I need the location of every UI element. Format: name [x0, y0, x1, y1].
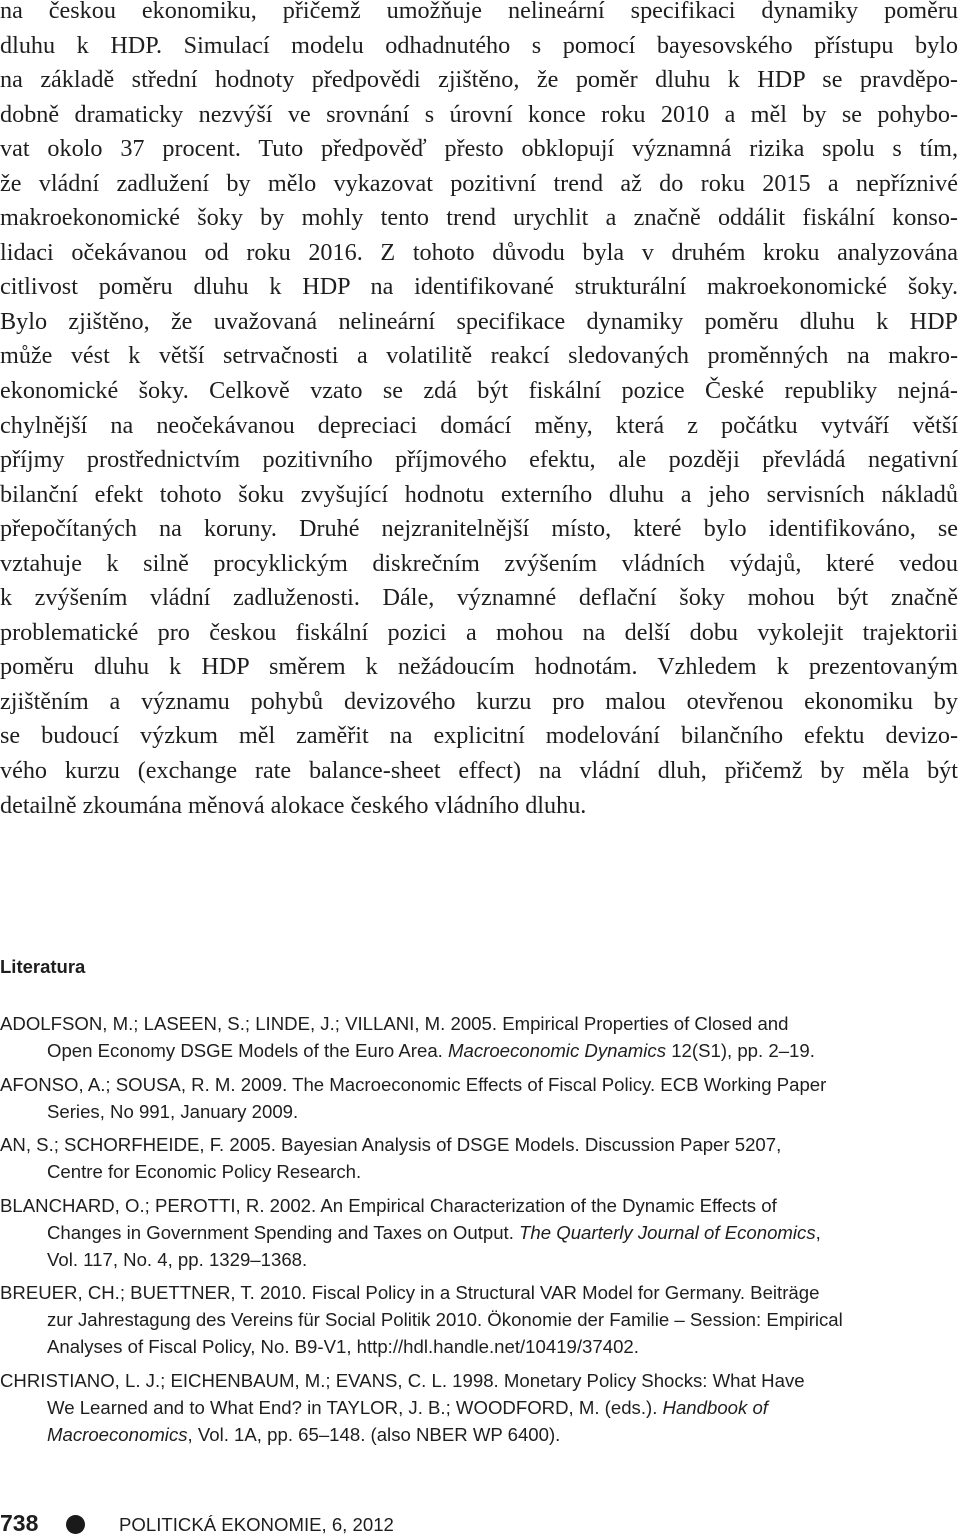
reference-line — [0, 1071, 958, 1098]
reference-text: Analyses of Fiscal Policy, No. B9-V1, http://hdl.handle.net/10419/37402. — [47, 1336, 639, 1357]
reference-source-title: Macroeconomics — [47, 1423, 188, 1445]
reference-text: Vol. 117, No. 4, pp. 1329–1368. — [47, 1248, 308, 1270]
body-line: ekonomické šoky. Celkově vzato se zdá být fiskální pozice České republiky nejná- — [0, 377, 958, 405]
body-line: dluhu k HDP. Simulací modelu odhadnutého s pomocí bayesovského přístupu bylo — [0, 31, 958, 59]
reference-item — [0, 1071, 958, 1125]
body-line: na základě střední hodnoty předpovědi zjištěno, že poměr dluhu k HDP se pravděpo- — [0, 66, 958, 94]
reference-source-title: Macroeconomic Dynamics — [448, 1040, 667, 1061]
body-line: se budoucí výzkum měl zaměřit na explicitní modelování bilančního efektu devizo- — [0, 722, 958, 750]
body-line: vého kurzu (exchange rate balance-sheet effect) na vládní dluh, přičemž by měla být — [0, 757, 958, 785]
body-line: že vládní zadlužení by mělo vykazovat pozitivní trend až do roku 2015 a nepříznivé — [0, 169, 958, 197]
reference-line — [0, 1367, 958, 1394]
body-line: makroekonomické šoky by mohly tento trend urychlit a značně oddálit fiskální konso- — [0, 204, 958, 232]
reference-item — [0, 1367, 958, 1448]
reference-item — [0, 1010, 958, 1064]
reference-text: , — [815, 1221, 821, 1243]
body-line: chylnější na neočekávanou depreciaci domácí měny, která z počátku vytváří větší — [0, 411, 958, 439]
reference-text: BLANCHARD, O.; PEROTTI, R. 2002. An Empirical Characterization of the Dynamic Effects of — [0, 1194, 777, 1216]
reference-text: CHRISTIANO, L. J.; EICHENBAUM, M.; EVANS, C. L. 1998. Monetary Policy Shocks: What Have — [0, 1369, 805, 1391]
reference-text: zur Jahrestagung des Vereins für Social Politik 2010. Ökonomie der Familie – Session: Empirical — [47, 1309, 843, 1330]
journal-name: POLITICKÁ EKONOMIE, 6, 2012 — [119, 1514, 394, 1535]
body-line: poměru dluhu k HDP směrem k nežádoucím hodnotám. Vzhledem k prezentovaným — [0, 653, 958, 681]
reference-line — [0, 1010, 958, 1037]
reference-line — [47, 1037, 958, 1064]
body-line: k zvýšením vládní zadluženosti. Dále, významné deflační šoky mohou být značně — [0, 584, 958, 612]
reference-text: Open Economy DSGE Models of the Euro Area. — [47, 1040, 448, 1061]
reference-item — [0, 1192, 958, 1273]
reference-text: We Learned and to What End? in TAYLOR, J. B.; WOODFORD, M. (eds.). — [47, 1396, 663, 1418]
body-line: vztahuje k silně procyklickým diskrečním zvýšením vládních výdajů, které vedou — [0, 549, 958, 577]
reference-line — [47, 1306, 958, 1333]
dot-icon — [66, 1515, 85, 1534]
body-line: bilanční efekt tohoto šoku zvyšující hodnotu externího dluhu a jeho servisních nákladů — [0, 480, 958, 508]
body-line: detailně zkoumána měnová alokace českého vládního dluhu. — [0, 791, 587, 819]
body-line: lidaci očekávanou od roku 2016. Z tohoto důvodu byla v druhém kroku analyzována — [0, 238, 958, 266]
reference-text: , Vol. 1A, pp. 65–148. (also NBER WP 6400). — [187, 1423, 561, 1445]
body-line: dobně dramaticky nezvýší ve srovnání s úrovní konce roku 2010 a měl by se pohybo- — [0, 100, 958, 128]
reference-line — [47, 1219, 958, 1246]
body-line: Bylo zjištěno, že uvažovaná nelineární specifikace dynamiky poměru dluhu k HDP — [0, 307, 958, 335]
reference-text: 12(S1), pp. 2–19. — [666, 1040, 815, 1061]
reference-line — [0, 1131, 958, 1158]
body-line: příjmy prostřednictvím pozitivního příjmového efektu, ale později převládá negativní — [0, 446, 958, 474]
reference-text: Centre for Economic Policy Research. — [47, 1161, 362, 1182]
reference-line — [47, 1421, 958, 1448]
reference-text: AN, S.; SCHORFHEIDE, F. 2005. Bayesian Analysis of DSGE Models. Discussion Paper 5207, — [0, 1134, 782, 1155]
reference-line — [47, 1098, 958, 1125]
reference-line — [47, 1246, 958, 1273]
reference-text: Changes in Government Spending and Taxes on Output. — [47, 1221, 520, 1243]
body-line: vat okolo 37 procent. Tuto předpověď přesto obklopují významná rizika spolu s tím, — [0, 135, 958, 163]
page-footer — [0, 1510, 600, 1540]
reference-line — [47, 1394, 958, 1421]
reference-line — [0, 1192, 958, 1219]
body-line: může vést k větší setrvačnosti a volatilitě reakcí sledovaných proměnných na makro- — [0, 342, 958, 370]
reference-text: ADOLFSON, M.; LASEEN, S.; LINDE, J.; VILLANI, M. 2005. Empirical Properties of Closed and — [0, 1013, 789, 1034]
reference-source-title: The Quarterly Journal of Economics — [519, 1221, 816, 1243]
references-list — [0, 1010, 958, 1454]
body-line: přepočítaných na koruny. Druhé nejzranitelnější místo, které bylo identifikováno, se — [0, 515, 958, 543]
reference-line — [47, 1158, 958, 1185]
page-number: 738 — [0, 1510, 39, 1536]
reference-text: AFONSO, A.; SOUSA, R. M. 2009. The Macroeconomic Effects of Fiscal Policy. ECB Working Paper — [0, 1073, 827, 1095]
reference-item — [0, 1279, 958, 1360]
reference-line — [0, 1279, 958, 1306]
body-line: problematické pro českou fiskální pozici a mohou na delší dobu vykolejit trajektorii — [0, 618, 958, 646]
body-line: zjištěním a významu pohybů devizového kurzu pro malou otevřenou ekonomiku by — [0, 687, 958, 715]
references-heading: Literatura — [0, 956, 86, 977]
reference-source-title: Handbook of — [662, 1396, 768, 1418]
reference-item — [0, 1131, 958, 1185]
body-line: na českou ekonomiku, přičemž umožňuje nelineární specifikaci dynamiky poměru — [0, 0, 958, 24]
reference-text: Series, No 991, January 2009. — [47, 1100, 299, 1122]
body-line: citlivost poměru dluhu k HDP na identifikované strukturální makroekonomické šoky. — [0, 273, 958, 301]
reference-text: BREUER, CH.; BUETTNER, T. 2010. Fiscal Policy in a Structural VAR Model for Germany. Beiträge — [0, 1282, 820, 1303]
reference-line — [47, 1333, 958, 1360]
